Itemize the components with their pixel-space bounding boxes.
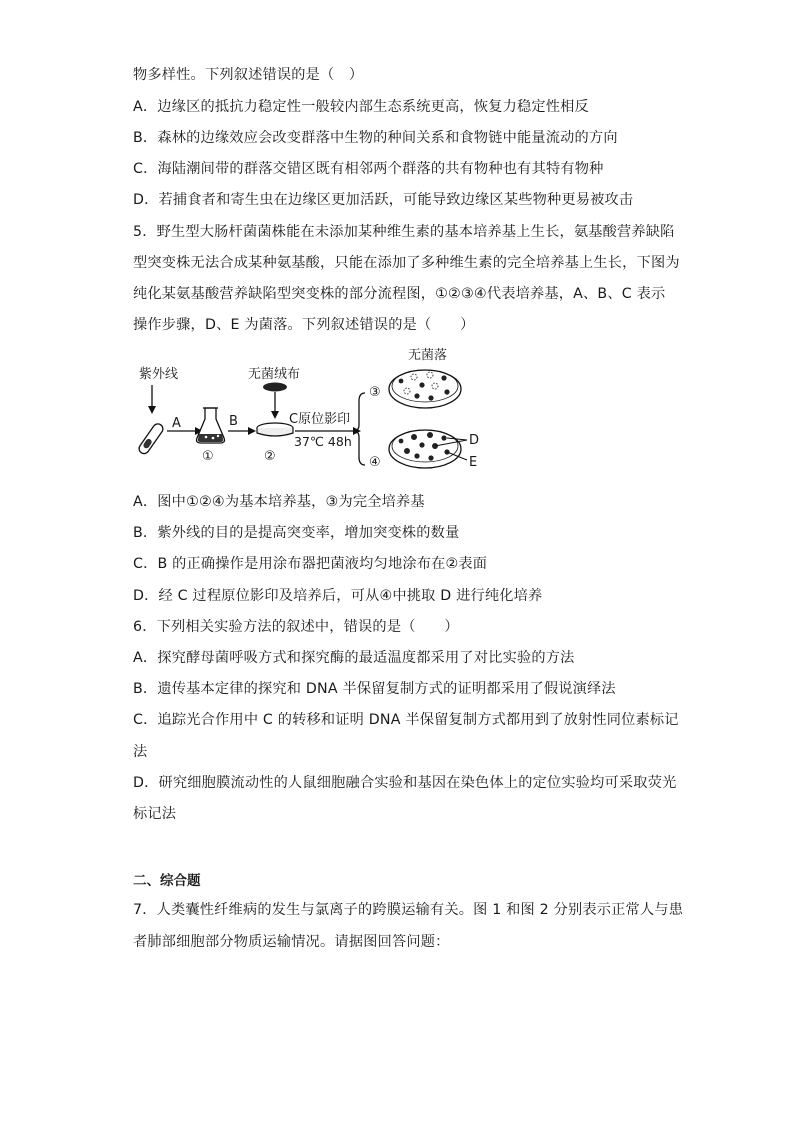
- label-e: E: [469, 455, 478, 470]
- q5-option-a: A．图中①②④为基本培养基，③为完全培养基: [133, 494, 425, 510]
- plate-4-icon: [389, 430, 461, 468]
- medium-3-label: ③: [369, 385, 381, 400]
- q4-option-d: D．若捕食者和寄生虫在边缘区更加活跃，可能导致边缘区某些物种更易被攻击: [133, 192, 634, 208]
- medium-1-label: ①: [202, 449, 214, 464]
- plate-2-icon: [257, 423, 293, 436]
- q5-stem-line-2: 型突变株无法合成某种氨基酸，只能在添加了多种维生素的完全培养基上生长，下图为: [133, 255, 680, 271]
- q5-stem-line-4: 操作步骤，D、E 为菌落。下列叙述错误的是（ ）: [133, 317, 475, 333]
- velvet-label: 无菌绒布: [248, 367, 301, 382]
- no-colony-label: 无菌落: [408, 348, 448, 363]
- medium-4-label: ④: [369, 455, 381, 470]
- q6-option-c: C．追踪光合作用中 C 的转移和证明 DNA 半保留复制方式都用到了放射性同位素标记: [133, 712, 679, 728]
- section-title: 二、综合题: [133, 873, 201, 889]
- q6-option-b: B．遗传基本定律的探究和 DNA 半保留复制方式的证明都采用了假说演绎法: [133, 681, 616, 697]
- velvet-icon: [263, 383, 287, 392]
- step-a-label: A: [172, 416, 181, 431]
- test-tube-icon: [137, 422, 165, 456]
- q6-option-d: D．研究细胞膜流动性的人鼠细胞融合实验和基因在染色体上的定位实验均可采取荧光: [133, 775, 677, 791]
- q4-stem-tail: 物多样性。下列叙述错误的是（ ）: [133, 67, 364, 83]
- q7-stem-line-1: 7．人类囊性纤维病的发生与氯离子的跨膜运输有关。图 1 和图 2 分别表示正常人与患: [133, 902, 684, 918]
- q4-option-b: B．森林的边缘效应会改变群落中生物的种间关系和食物链中能量流动的方向: [133, 130, 618, 146]
- q5-stem-line-3: 纯化某氨基酸营养缺陷型突变株的部分流程图，①②③④代表培养基，A、B、C 表示: [133, 286, 666, 302]
- q6-option-a: A．探究酵母菌呼吸方式和探究酶的最适温度都采用了对比实验的方法: [133, 650, 575, 666]
- medium-2-label: ②: [264, 449, 276, 464]
- step-b-label: B: [229, 414, 238, 429]
- step-c-label: C原位影印: [289, 412, 351, 427]
- condition-label: 37℃ 48h: [294, 434, 352, 449]
- q6-option-d-cont: 标记法: [133, 806, 177, 822]
- label-d: D: [469, 433, 480, 448]
- q4-option-c: C．海陆潮间带的群落交错区既有相邻两个群落的共有物种也有其特有物种: [133, 161, 604, 177]
- q4-option-a: A．边缘区的抵抗力稳定性一般较内部生态系统更高，恢复力稳定性相反: [133, 99, 589, 115]
- flask-icon: [197, 408, 225, 443]
- q5-option-d: D．经 C 过程原位影印及培养后，可从④中挑取 D 进行纯化培养: [133, 588, 543, 604]
- q6-stem: 6．下列相关实验方法的叙述中，错误的是（ ）: [133, 619, 459, 635]
- q5-stem-line-1: 5．野生型大肠杆菌菌株能在未添加某种维生素的基本培养基上生长，氨基酸营养缺陷: [133, 224, 675, 240]
- q6-option-c-cont: 法: [133, 744, 148, 760]
- q5-flow-diagram: [133, 345, 493, 475]
- plate-3-icon: [389, 370, 461, 408]
- q7-stem-line-2: 者肺部细胞部分物质运输情况。请据图回答问题：: [133, 934, 450, 950]
- uv-label: 紫外线: [139, 367, 179, 382]
- q5-option-b: B．紫外线的目的是提高突变率，增加突变株的数量: [133, 525, 460, 541]
- q5-option-c: C．B 的正确操作是用涂布器把菌液均匀地涂布在②表面: [133, 556, 488, 572]
